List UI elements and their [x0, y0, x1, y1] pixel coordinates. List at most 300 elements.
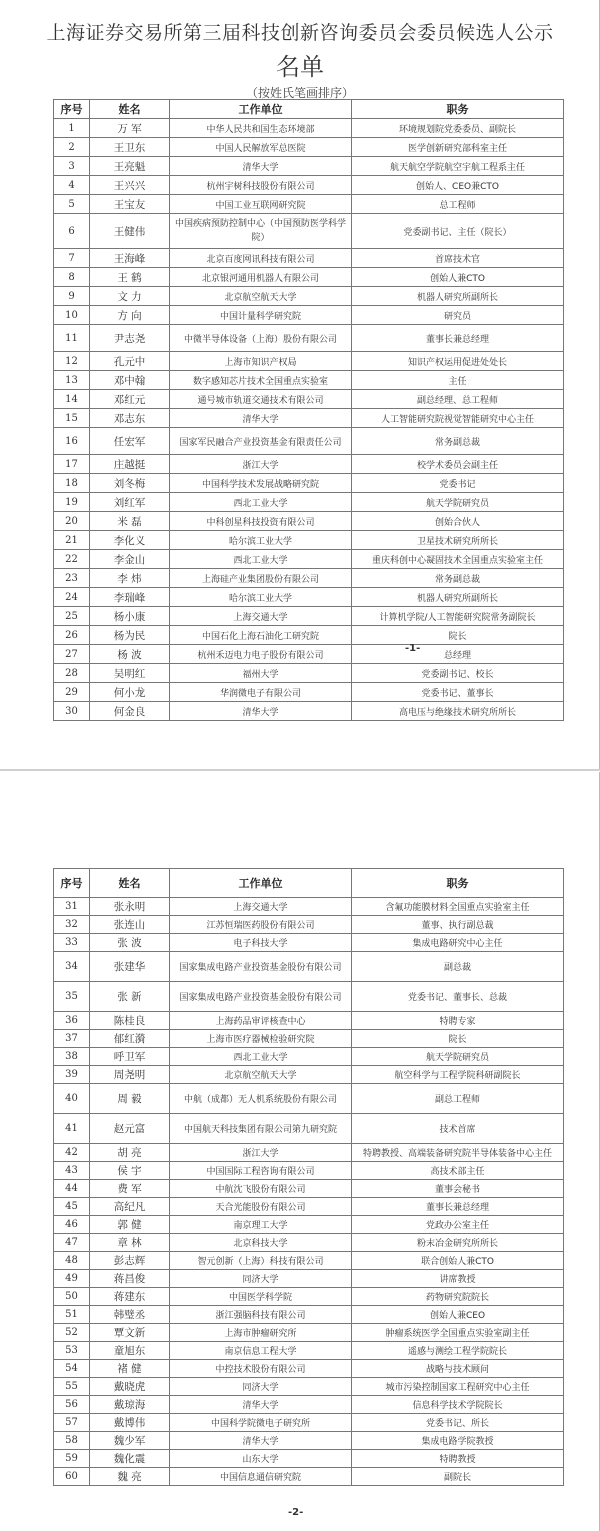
col-header-title: 职务: [352, 869, 564, 898]
document-title: 上海证券交易所第三届科技创新咨询委员会委员候选人公示: [46, 22, 554, 44]
candidate-name: 戴晓虎: [90, 1378, 170, 1396]
candidate-name: 呼卫军: [90, 1048, 170, 1066]
candidate-name: 韩璧丞: [90, 1306, 170, 1324]
row-number: 41: [54, 1114, 90, 1144]
table-row: [54, 512, 564, 531]
candidate-table-page-2: [53, 868, 564, 1486]
position: 肿瘤系统医学全国重点实验室副主任: [352, 1324, 564, 1342]
table-row: [54, 119, 564, 138]
candidate-table-page-1: [53, 99, 564, 721]
candidate-name: 王卫东: [90, 138, 170, 157]
candidate-name: 孔元中: [90, 352, 170, 371]
row-number: 11: [54, 325, 90, 352]
position: 党委书记、所长: [352, 1414, 564, 1432]
position: 首席技术官: [352, 249, 564, 268]
table-row: [54, 176, 564, 195]
work-unit: 数字感知芯片技术全国重点实验室: [170, 371, 352, 390]
work-unit: 中国疾病预防控制中心（中国预防医学科学院）: [170, 214, 352, 249]
position: 副总工程师: [352, 1084, 564, 1114]
position: 特聘专家: [352, 1012, 564, 1030]
position: 院长: [352, 626, 564, 645]
candidate-name: 李化义: [90, 531, 170, 550]
work-unit: 中航沈飞股份有限公司: [170, 1180, 352, 1198]
sort-note: （按姓氏笔画排序）: [245, 86, 354, 100]
work-unit: 通号城市轨道交通技术有限公司: [170, 390, 352, 409]
candidate-name: 王兴兴: [90, 176, 170, 195]
position: 机器人研究所副所长: [352, 287, 564, 306]
position: 副总裁: [352, 952, 564, 982]
work-unit: 浙江强脑科技有限公司: [170, 1306, 352, 1324]
candidate-name: 魏少军: [90, 1432, 170, 1450]
row-number: 9: [54, 287, 90, 306]
row-number: 5: [54, 195, 90, 214]
position: 重庆科创中心凝固技术全国重点实验室主任: [352, 550, 564, 569]
work-unit: 中微半导体设备（上海）股份有限公司: [170, 325, 352, 352]
table-row: [54, 588, 564, 607]
work-unit: 中华人民共和国生态环境部: [170, 119, 352, 138]
work-unit: 北京百度网讯科技有限公司: [170, 249, 352, 268]
position: 集成电路研究中心主任: [352, 934, 564, 952]
row-number: 54: [54, 1360, 90, 1378]
page-divider: [0, 769, 600, 771]
table-row: [54, 1324, 564, 1342]
table-row: [54, 1360, 564, 1378]
position: 董事长兼总经理: [352, 1198, 564, 1216]
table-row: [54, 1396, 564, 1414]
row-number: 6: [54, 214, 90, 249]
work-unit: 上海市知识产权局: [170, 352, 352, 371]
position: 人工智能研究院视觉智能研究中心主任: [352, 409, 564, 428]
candidate-name: 覃文新: [90, 1324, 170, 1342]
candidate-name: 蒋昌俊: [90, 1270, 170, 1288]
candidate-name: 童旭东: [90, 1342, 170, 1360]
row-number: 19: [54, 493, 90, 512]
table-row: [54, 249, 564, 268]
candidate-name: 邓中翰: [90, 371, 170, 390]
row-number: 38: [54, 1048, 90, 1066]
work-unit: 西北工业大学: [170, 493, 352, 512]
row-number: 29: [54, 683, 90, 702]
position: 卫星技术研究所所长: [352, 531, 564, 550]
candidate-name: 蒋建东: [90, 1288, 170, 1306]
row-number: 21: [54, 531, 90, 550]
col-header-org: 工作单位: [170, 100, 352, 119]
candidate-name: 方 向: [90, 306, 170, 325]
col-header-no: 序号: [54, 100, 90, 119]
work-unit: 浙江大学: [170, 455, 352, 474]
work-unit: 北京航空航天大学: [170, 287, 352, 306]
table-row: [54, 1414, 564, 1432]
table-row: [54, 1270, 564, 1288]
row-number: 33: [54, 934, 90, 952]
row-number: 32: [54, 916, 90, 934]
candidate-name: 王健伟: [90, 214, 170, 249]
row-number: 30: [54, 702, 90, 721]
position: 高电压与绝缘技术研究所所长: [352, 702, 564, 721]
candidate-name: 李 炜: [90, 569, 170, 588]
work-unit: 中控技术股份有限公司: [170, 1360, 352, 1378]
position: 总工程师: [352, 195, 564, 214]
position: 粉末冶金研究所所长: [352, 1234, 564, 1252]
row-number: 59: [54, 1450, 90, 1468]
table-header-row: [54, 100, 564, 119]
work-unit: 上海市医疗器械检验研究院: [170, 1030, 352, 1048]
table-row: [54, 550, 564, 569]
row-number: 56: [54, 1396, 90, 1414]
work-unit: 智元创新（上海）科技有限公司: [170, 1252, 352, 1270]
row-number: 46: [54, 1216, 90, 1234]
table-row: [54, 371, 564, 390]
work-unit: 中国石化上海石油化工研究院: [170, 626, 352, 645]
row-number: 8: [54, 268, 90, 287]
candidate-name: 周尧明: [90, 1066, 170, 1084]
table-row: [54, 916, 564, 934]
row-number: 47: [54, 1234, 90, 1252]
row-number: 43: [54, 1162, 90, 1180]
row-number: 2: [54, 138, 90, 157]
row-number: 26: [54, 626, 90, 645]
position: 党委书记、董事长、总裁: [352, 982, 564, 1012]
row-number: 16: [54, 428, 90, 455]
position: 董事长兼总经理: [352, 325, 564, 352]
candidate-name: 王亮魁: [90, 157, 170, 176]
position: 创始人、CEO兼CTO: [352, 176, 564, 195]
row-number: 44: [54, 1180, 90, 1198]
position: 特聘教授: [352, 1450, 564, 1468]
row-number: 1: [54, 119, 90, 138]
table-row: [54, 474, 564, 493]
work-unit: 同济大学: [170, 1378, 352, 1396]
position: 技术首席: [352, 1114, 564, 1144]
candidate-name: 杨 波: [90, 645, 170, 664]
position: 总经理: [352, 645, 564, 664]
row-number: 3: [54, 157, 90, 176]
position: 副总经理、总工程师: [352, 390, 564, 409]
position: 航天学院研究员: [352, 1048, 564, 1066]
row-number: 10: [54, 306, 90, 325]
row-number: 4: [54, 176, 90, 195]
position: 机器人研究所副所长: [352, 588, 564, 607]
work-unit: 中国人民解放军总医院: [170, 138, 352, 157]
position: 航空科学与工程学院科研副院长: [352, 1066, 564, 1084]
document-title-list: 名单: [276, 53, 324, 81]
work-unit: 西北工业大学: [170, 1048, 352, 1066]
candidate-name: 戴琼海: [90, 1396, 170, 1414]
position: 特聘教授、高端装备研究院半导体装备中心主任: [352, 1144, 564, 1162]
candidate-name: 张永明: [90, 898, 170, 916]
col-header-org: 工作单位: [170, 869, 352, 898]
row-number: 13: [54, 371, 90, 390]
row-number: 17: [54, 455, 90, 474]
work-unit: 浙江大学: [170, 1144, 352, 1162]
work-unit: 国家集成电路产业投资基金股份有限公司: [170, 982, 352, 1012]
work-unit: 天合光能股份有限公司: [170, 1198, 352, 1216]
work-unit: 上海药品审评核查中心: [170, 1012, 352, 1030]
col-header-no: 序号: [54, 869, 90, 898]
work-unit: 杭州宇树科技股份有限公司: [170, 176, 352, 195]
table-row: [54, 157, 564, 176]
row-number: 15: [54, 409, 90, 428]
work-unit: 上海交通大学: [170, 898, 352, 916]
work-unit: 北京航空航天大学: [170, 1066, 352, 1084]
table-row: [54, 1030, 564, 1048]
row-number: 45: [54, 1198, 90, 1216]
work-unit: 西北工业大学: [170, 550, 352, 569]
position: 创始合伙人: [352, 512, 564, 531]
candidate-name: 王 鹤: [90, 268, 170, 287]
position: 主任: [352, 371, 564, 390]
row-number: 22: [54, 550, 90, 569]
table-row: [54, 306, 564, 325]
table-row: [54, 569, 564, 588]
table-row: [54, 455, 564, 474]
row-number: 23: [54, 569, 90, 588]
page-number-2: -2-: [288, 1507, 304, 1518]
work-unit: 中国工业互联网研究院: [170, 195, 352, 214]
table-row: [54, 1468, 564, 1486]
table-row: [54, 1048, 564, 1066]
position: 医学创新研究部科室主任: [352, 138, 564, 157]
work-unit: 南京信息工程大学: [170, 1342, 352, 1360]
row-number: 57: [54, 1414, 90, 1432]
candidate-name: 胡 亮: [90, 1144, 170, 1162]
candidate-name: 万 军: [90, 119, 170, 138]
candidate-name: 庄越挺: [90, 455, 170, 474]
position: 含氟功能膜材料全国重点实验室主任: [352, 898, 564, 916]
work-unit: 同济大学: [170, 1270, 352, 1288]
table-row: [54, 428, 564, 455]
work-unit: 电子科技大学: [170, 934, 352, 952]
row-number: 42: [54, 1144, 90, 1162]
table-row: [54, 214, 564, 249]
table-row: [54, 1306, 564, 1324]
row-number: 7: [54, 249, 90, 268]
position: 院长: [352, 1030, 564, 1048]
row-number: 34: [54, 952, 90, 982]
table-row: [54, 664, 564, 683]
row-number: 14: [54, 390, 90, 409]
table-row: [54, 390, 564, 409]
position: 航天学院研究员: [352, 493, 564, 512]
position: 校学术委员会副主任: [352, 455, 564, 474]
table-row: [54, 531, 564, 550]
work-unit: 江苏恒瑞医药股份有限公司: [170, 916, 352, 934]
position: 党委书记: [352, 474, 564, 493]
position: 药物研究院院长: [352, 1288, 564, 1306]
work-unit: 清华大学: [170, 1396, 352, 1414]
work-unit: 华润微电子有限公司: [170, 683, 352, 702]
row-number: 27: [54, 645, 90, 664]
position: 战略与技术顾问: [352, 1360, 564, 1378]
table-row: [54, 268, 564, 287]
candidate-name: 郭 健: [90, 1216, 170, 1234]
table-row: [54, 1288, 564, 1306]
table-row: [54, 138, 564, 157]
col-header-title: 职务: [352, 100, 564, 119]
position: 知识产权运用促进处处长: [352, 352, 564, 371]
row-number: 48: [54, 1252, 90, 1270]
table-row: [54, 626, 564, 645]
position: 计算机学院/人工智能研究院常务副院长: [352, 607, 564, 626]
table-row: [54, 1378, 564, 1396]
work-unit: 中国医学科学院: [170, 1288, 352, 1306]
position: 集成电路学院教授: [352, 1432, 564, 1450]
candidate-name: 王海峰: [90, 249, 170, 268]
work-unit: 中国科学院微电子研究所: [170, 1414, 352, 1432]
work-unit: 中国信息通信研究院: [170, 1468, 352, 1486]
row-number: 18: [54, 474, 90, 493]
candidate-name: 刘冬梅: [90, 474, 170, 493]
table-row: [54, 607, 564, 626]
work-unit: 中国科学技术发展战略研究院: [170, 474, 352, 493]
candidate-name: 魏 亮: [90, 1468, 170, 1486]
work-unit: 杭州禾迈电力电子股份有限公司: [170, 645, 352, 664]
table-row: [54, 409, 564, 428]
work-unit: 中国航天科技集团有限公司第九研究院: [170, 1114, 352, 1144]
row-number: 50: [54, 1288, 90, 1306]
table-row: [54, 1066, 564, 1084]
work-unit: 山东大学: [170, 1450, 352, 1468]
candidate-name: 赵元富: [90, 1114, 170, 1144]
table-row: [54, 1432, 564, 1450]
position: 董事、执行副总裁: [352, 916, 564, 934]
table-row: [54, 195, 564, 214]
candidate-name: 周 毅: [90, 1084, 170, 1114]
row-number: 51: [54, 1306, 90, 1324]
table-row: [54, 1234, 564, 1252]
position: 环境规划院党委委员、副院长: [352, 119, 564, 138]
position: 党委副书记、主任（院长）: [352, 214, 564, 249]
candidate-name: 何小龙: [90, 683, 170, 702]
table-row: [54, 352, 564, 371]
candidate-name: 张 波: [90, 934, 170, 952]
table-row: [54, 1144, 564, 1162]
row-number: 12: [54, 352, 90, 371]
work-unit: 中航（成都）无人机系统股份有限公司: [170, 1084, 352, 1114]
row-number: 25: [54, 607, 90, 626]
row-number: 60: [54, 1468, 90, 1486]
work-unit: 哈尔滨工业大学: [170, 588, 352, 607]
position: 航天航空学院航空宇航工程系主任: [352, 157, 564, 176]
table-row: [54, 287, 564, 306]
work-unit: 上海市肿瘤研究所: [170, 1324, 352, 1342]
work-unit: 北京银河通用机器人有限公司: [170, 268, 352, 287]
candidate-name: 何金良: [90, 702, 170, 721]
candidate-name: 杨小康: [90, 607, 170, 626]
candidate-name: 刘红军: [90, 493, 170, 512]
position: 党委书记、董事长: [352, 683, 564, 702]
position: 联合创始人兼CTO: [352, 1252, 564, 1270]
page-number-1: -1-: [405, 643, 421, 654]
work-unit: 中国国际工程咨询有限公司: [170, 1162, 352, 1180]
candidate-name: 高纪凡: [90, 1198, 170, 1216]
table-row: [54, 1198, 564, 1216]
position: 董事会秘书: [352, 1180, 564, 1198]
row-number: 39: [54, 1066, 90, 1084]
table-row: [54, 1252, 564, 1270]
work-unit: 哈尔滨工业大学: [170, 531, 352, 550]
table-row: [54, 683, 564, 702]
candidate-name: 陈桂良: [90, 1012, 170, 1030]
candidate-name: 吴明红: [90, 664, 170, 683]
row-number: 20: [54, 512, 90, 531]
work-unit: 清华大学: [170, 409, 352, 428]
work-unit: 清华大学: [170, 702, 352, 721]
row-number: 40: [54, 1084, 90, 1114]
candidate-name: 彭志辉: [90, 1252, 170, 1270]
position: 信息科学技术学院院长: [352, 1396, 564, 1414]
row-number: 37: [54, 1030, 90, 1048]
col-header-name: 姓名: [90, 100, 170, 119]
position: 副院长: [352, 1468, 564, 1486]
col-header-name: 姓名: [90, 869, 170, 898]
work-unit: 南京理工大学: [170, 1216, 352, 1234]
position: 常务副总裁: [352, 428, 564, 455]
table-row: [54, 1180, 564, 1198]
candidate-name: 李瑞峰: [90, 588, 170, 607]
table-row: [54, 1342, 564, 1360]
position: 党委副书记、校长: [352, 664, 564, 683]
candidate-name: 褚 健: [90, 1360, 170, 1378]
row-number: 24: [54, 588, 90, 607]
candidate-name: 米 磊: [90, 512, 170, 531]
table-row: [54, 898, 564, 916]
table-row: [54, 952, 564, 982]
position: 创始人兼CEO: [352, 1306, 564, 1324]
candidate-name: 李金山: [90, 550, 170, 569]
position: 讲席教授: [352, 1270, 564, 1288]
row-number: 36: [54, 1012, 90, 1030]
work-unit: 中国计量科学研究院: [170, 306, 352, 325]
position: 党政办公室主任: [352, 1216, 564, 1234]
work-unit: 清华大学: [170, 1432, 352, 1450]
table-row: [54, 1114, 564, 1144]
candidate-name: 邓红元: [90, 390, 170, 409]
position: 研究员: [352, 306, 564, 325]
candidate-name: 张 新: [90, 982, 170, 1012]
table-row: [54, 325, 564, 352]
candidate-name: 张建华: [90, 952, 170, 982]
table-header-row: [54, 869, 564, 898]
position: 城市污染控制国家工程研究中心主任: [352, 1378, 564, 1396]
candidate-name: 戴博伟: [90, 1414, 170, 1432]
table-row: [54, 1012, 564, 1030]
work-unit: 北京科技大学: [170, 1234, 352, 1252]
candidate-name: 王宝友: [90, 195, 170, 214]
work-unit: 上海硅产业集团股份有限公司: [170, 569, 352, 588]
candidate-name: 邓志东: [90, 409, 170, 428]
position: 高技术部主任: [352, 1162, 564, 1180]
candidate-name: 任宏军: [90, 428, 170, 455]
candidate-name: 杨为民: [90, 626, 170, 645]
candidate-name: 张连山: [90, 916, 170, 934]
work-unit: 福州大学: [170, 664, 352, 683]
work-unit: 国家集成电路产业投资基金股份有限公司: [170, 952, 352, 982]
row-number: 55: [54, 1378, 90, 1396]
position: 常务副总裁: [352, 569, 564, 588]
candidate-name: 郁红漪: [90, 1030, 170, 1048]
row-number: 28: [54, 664, 90, 683]
work-unit: 上海交通大学: [170, 607, 352, 626]
row-number: 53: [54, 1342, 90, 1360]
table-row: [54, 702, 564, 721]
work-unit: 中科创星科技投资有限公司: [170, 512, 352, 531]
row-number: 35: [54, 982, 90, 1012]
candidate-name: 文 力: [90, 287, 170, 306]
position: 遥感与测绘工程学院院长: [352, 1342, 564, 1360]
candidate-name: 尹志尧: [90, 325, 170, 352]
table-row: [54, 645, 564, 664]
